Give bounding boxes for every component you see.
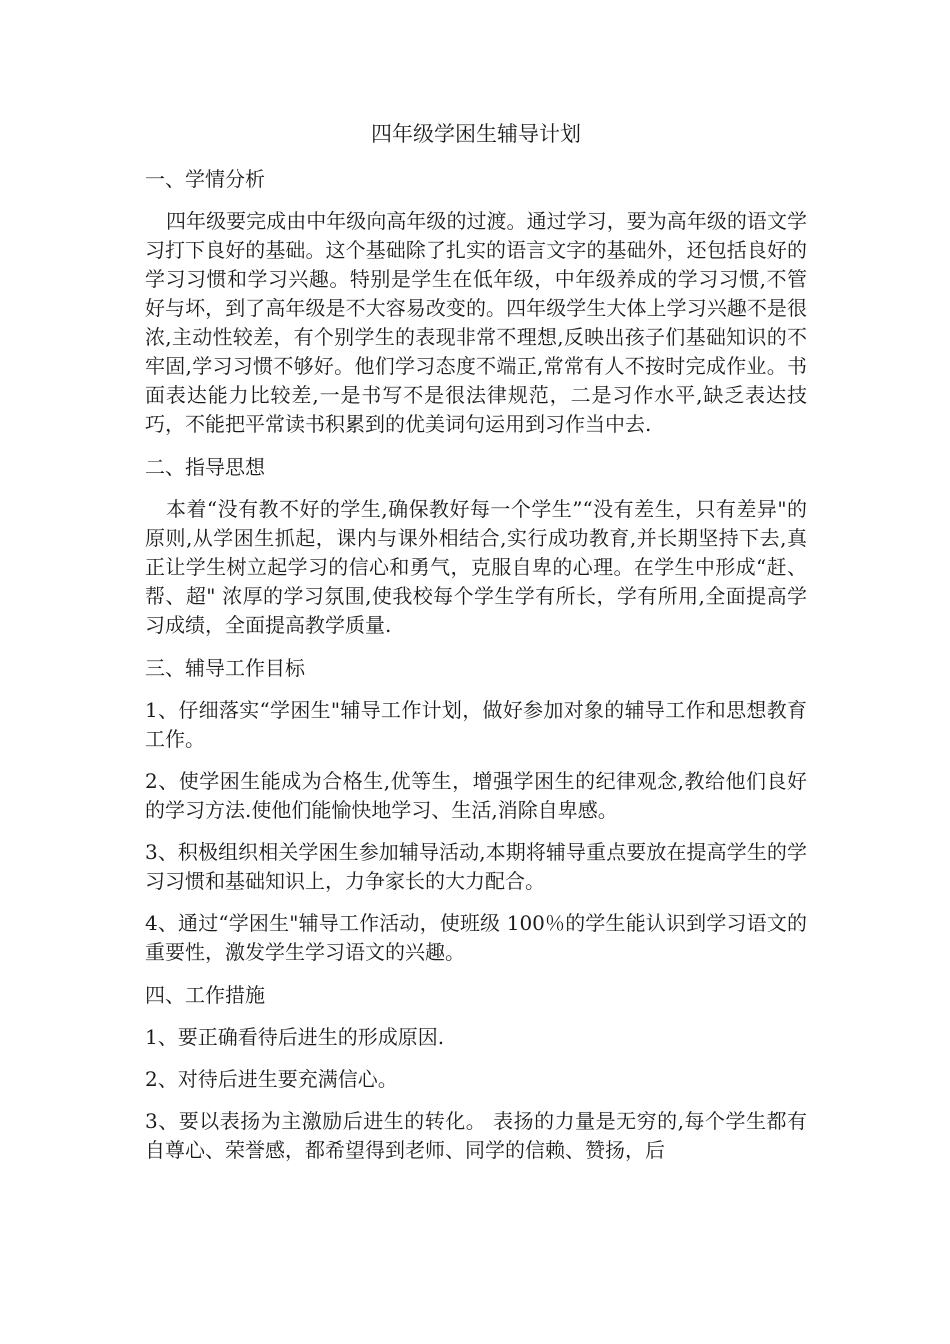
goal-item-2: 2、使学困生能成为合格生,优等生，增强学困生的纪律观念,教给他们良好的学习方法.使他们能愉快地学习、生活,消除自卑感。: [145, 769, 807, 822]
goal-item-4: 4、通过“学困生"辅导工作活动，使班级 100％的学生能认识到学习语文的重要性，激发学生学习语文的兴趣。: [145, 911, 807, 964]
paragraph-guiding-thought: 本着“没有教不好的学生,确保教好每一个学生”“没有差生，只有差异"的原则,从学困生抓起，课内与课外相结合,实行成功教育,并长期坚持下去,真正让学生树立起学习的信心和勇气，克服自卑的心理。在学生中形成“赶、帮、超" 浓厚的学习氛围,使我校每个学生学有所长，学有所用,全面提高学习成绩，全面提高教学质量.: [145, 497, 807, 637]
goal-item-3: 3、积极组织相关学困生参加辅导活动,本期将辅导重点要放在提高学生的学习习惯和基础知识上，力争家长的大力配合。: [145, 840, 807, 893]
document-title: 四年级学困生辅导计划: [371, 122, 581, 146]
section-heading-goals: 三、辅导工作目标: [145, 656, 305, 680]
document-page: [145, 118, 807, 1178]
section-heading-analysis: 一、学情分析: [145, 167, 265, 191]
paragraph-analysis: 四年级要完成由中年级向高年级的过渡。通过学习，要为高年级的语文学习打下良好的基础。这个基础除了扎实的语言文字的基础外，还包括良好的学习习惯和学习兴趣。特别是学生在低年级，中年级养成的学习习惯,不管好与坏，到了高年级是不大容易改变的。四年级学生大体上学习兴趣不是很浓,主动性较差，有个别学生的表现非常不理想,反映出孩子们基础知识的不牢固,学习习惯不够好。他们学习态度不端正,常常有人不按时完成作业。书面表达能力比较差,一是书写不是很法律规范，二是习作水平,缺乏表达技巧，不能把平常读书积累到的优美词句运用到习作当中去.: [145, 209, 807, 436]
measure-item-1: 1、要正确看待后进生的形成原因.: [145, 1025, 445, 1049]
section-heading-measures: 四、工作措施: [145, 983, 265, 1007]
measure-item-3: 3、要以表扬为主激励后进生的转化。 表扬的力量是无穷的,每个学生都有自尊心、荣誉感，都希望得到老师、同学的信赖、赞扬，后: [145, 1109, 807, 1162]
goal-item-1: 1、仔细落实“学困生"辅导工作计划，做好参加对象的辅导工作和思想教育工作。: [145, 698, 807, 751]
measure-item-2: 2、对待后进生要充满信心。: [145, 1067, 398, 1091]
section-heading-guiding-thought: 二、指导思想: [145, 455, 265, 479]
